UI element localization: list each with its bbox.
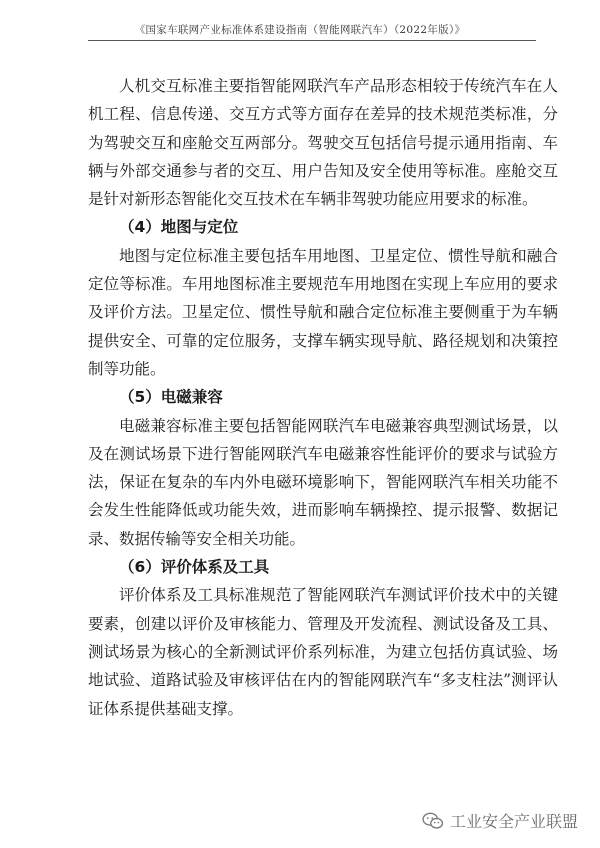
paragraph-hmi: 人机交互标准主要指智能网联汽车产品形态相较于传统汽车在人机工程、信息传递、交互方式等方面存在差异的技术规范类标准，分为驾驶交互和座舱交互两部分。驾驶交互包括信号提示通用指南、车辆与外部交通参与者的交互、用户告知及安全使用等标准。座舱交互是针对新形态智能化交互技术在车辆非驾驶功能应用要求的标准。 [88, 77, 558, 209]
running-header: 《国家车联网产业标准体系建设指南（智能网联汽车）（2022年版）》 [134, 24, 466, 36]
paragraph-evaluation: 评价体系及工具标准规范了智能网联汽车测试评价技术中的关键要素，创建以评价及审核能力、管理及开发流程、测试设备及工具、测试场景为核心的全新测试评价系列标准，为建立包括仿真试验、场地试验、道路试验及审核评估在内的智能网联汽车“多支柱法”测评认证体系提供基础支撑。 [88, 586, 558, 718]
wechat-icon [422, 812, 444, 830]
section-heading-map-positioning: （4）地图与定位 [119, 218, 239, 237]
watermark [422, 809, 578, 832]
section-heading-evaluation: （6）评价体系及工具 [119, 558, 270, 577]
paragraph-map-positioning: 地图与定位标准主要包括车用地图、卫星定位、惯性导航和融合定位等标准。车用地图标准主要规范车用地图在实现上车应用的要求及评价方法。卫星定位、惯性导航和融合定位标准主要侧重于为车辆提供安全、可靠的定位服务，支撑车辆实现导航、路径规划和决策控制等功能。 [88, 246, 558, 378]
watermark-text: 工业安全产业联盟 [449, 812, 578, 831]
header-divider [88, 40, 536, 41]
paragraph-emc: 电磁兼容标准主要包括智能网联汽车电磁兼容典型测试场景，以及在测试场景下进行智能网联汽车电磁兼容性能评价的要求与试验方法，保证在复杂的车内外电磁环境影响下，智能网联汽车相关功能不会发生性能降低或功能失效，进而影响车辆操控、提示报警、数据记录、数据传输等安全相关功能。 [88, 416, 558, 548]
section-heading-emc: （5）电磁兼容 [119, 388, 223, 407]
document-body [88, 72, 558, 723]
